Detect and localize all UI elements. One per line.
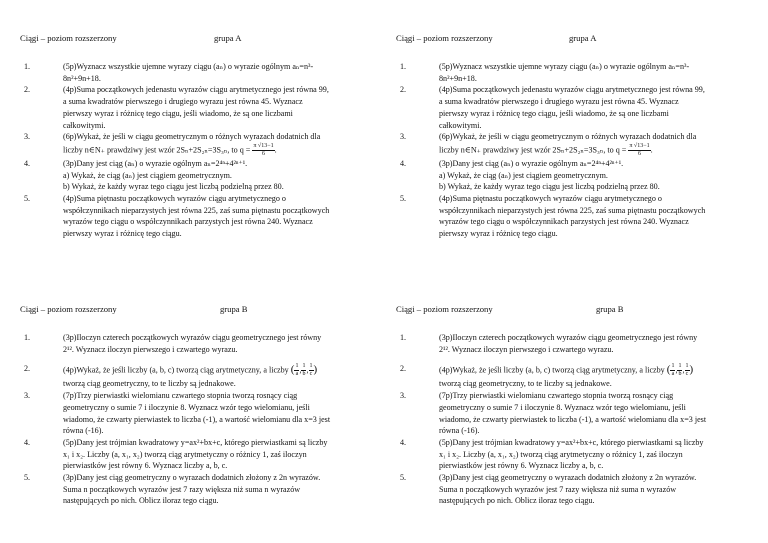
task-line: wiadomo, że czwarty pierwiastek to liczba (-1), a wartość wielomianu dla x=3 jest <box>63 414 331 424</box>
group-label: grupa A <box>569 33 597 43</box>
group-label: grupa B <box>596 304 624 314</box>
task-line: pierwszy wyraz i różnicę tego ciągu. <box>63 229 182 239</box>
group-label: grupa A <box>214 33 242 43</box>
task-line: współczynnikach nieparzystych jest równa 225, zaś suma piętnastu początkowych <box>439 205 706 215</box>
task-item <box>396 472 766 507</box>
task-line: a) Wykaż, że ciąg (aₙ) jest ciągiem geometrycznym. <box>439 170 608 180</box>
fraction-numerator: 1 <box>678 363 682 370</box>
task-line: (4p)Suma początkowych jedenastu wyrazów ciągu arytmetycznego jest równa 99, <box>63 85 329 95</box>
task-item <box>20 131 390 158</box>
task-line: (3p)Dany jest ciąg geometryczny o wyrazach dodatnich złożony z 2n wyrazów. <box>63 473 321 483</box>
ratio-fraction <box>252 143 274 158</box>
task-number: 2. <box>400 85 407 95</box>
formula-suffix: . <box>650 145 653 155</box>
task-number: 2. <box>24 85 31 95</box>
task-number: 1. <box>400 333 407 342</box>
fraction-numerator: 1 <box>302 363 306 370</box>
task-line: tworzą ciąg geometryczny, to te liczby są jednakowe. <box>63 379 236 389</box>
task-item <box>20 158 390 193</box>
task-line: równa (-16). <box>439 426 480 436</box>
task-formula-line <box>63 143 390 158</box>
comma: , <box>675 365 678 375</box>
task-formula-line <box>439 363 766 378</box>
task-line: (5p)Wyznacz wszystkie ujemne wyrazy ciągu (aₙ) o wyrazie ogólnym aₙ=n³- <box>63 62 314 71</box>
task-item <box>20 390 390 437</box>
open-paren: ( <box>666 364 671 377</box>
task-line: 2¹². Wyznacz iloczyn pierwszego i czwartego wyrazu. <box>63 344 238 354</box>
comma: , <box>306 365 309 375</box>
formula-prefix: (4p)Wykaż, że jeśli liczby (a, b, c) tworzą ciąg arytmetyczny, a liczby <box>439 365 665 375</box>
task-line: pierwszy wyraz i różnicę tego ciągu. <box>439 229 558 239</box>
task-number: 3. <box>24 132 31 142</box>
fraction-numerator: 1 <box>685 363 689 370</box>
task-number: 5. <box>400 194 407 204</box>
task-formula-line <box>439 143 766 158</box>
task-item <box>396 390 766 437</box>
task-item <box>396 131 766 158</box>
task-line: a) Wykaż, że ciąg (aₙ) jest ciągiem geometrycznym. <box>63 170 232 180</box>
formula-prefix: liczby n∈N₊ prawdziwy jest wzór 2Sₙ+2S₂ₙ=3S₃ₙ, to q = <box>439 145 627 155</box>
worksheet-quadrant <box>20 33 390 240</box>
task-line: współczynnikach nieparzystych jest równa 225, zaś suma piętnastu początkowych <box>63 205 330 215</box>
task-item <box>396 61 766 84</box>
task-line: Suma n początkowych wyrazów jest 7 razy większa niż suma n wyrazów <box>63 484 301 494</box>
task-line: (4p)Suma piętnastu początkowych wyrazów ciągu arytmetycznego o <box>439 194 662 204</box>
task-line: a suma kwadratów pierwszego i drugiego wyrazu jest równa 45. Wyznacz <box>63 97 303 107</box>
task-number: 2. <box>24 364 31 374</box>
ratio-fraction <box>628 143 650 158</box>
formula-suffix: . <box>274 145 277 155</box>
task-item <box>20 363 390 390</box>
task-line: całkowitymi. <box>63 120 106 130</box>
task-line: (6p)Wykaż, że jeśli w ciągu geometrycznym o różnych wyrazach dodatnich dla <box>439 132 697 142</box>
fraction-numerator: 1 <box>671 363 675 370</box>
task-item <box>20 332 390 355</box>
fraction-denominator: a <box>295 371 299 378</box>
task-line: geometryczny o sumie 7 i iloczynie 8. Wyznacz wzór tego wielomianu, jeśli <box>63 402 310 412</box>
worksheet-quadrant <box>396 304 766 507</box>
task-number: 1. <box>24 333 31 342</box>
task-line: 8n²+9n+18. <box>439 73 477 83</box>
comma: , <box>682 365 685 375</box>
task-line: 8n²+9n+18. <box>63 73 101 83</box>
task-line: (7p)Trzy pierwiastki wielomianu czwartego stopnia tworzą rosnący ciąg <box>63 391 298 401</box>
worksheet-header <box>20 304 390 318</box>
task-line: następujących po nich. Oblicz iloraz tego ciągu. <box>63 496 219 506</box>
task-item <box>396 193 766 240</box>
fraction-denominator: c <box>685 371 689 378</box>
task-line: (6p)Wykaż, że jeśli w ciągu geometrycznym o różnych wyrazach dodatnich dla <box>63 132 321 142</box>
task-item <box>396 332 766 355</box>
task-line: całkowitymi. <box>439 120 482 130</box>
task-number: 3. <box>400 132 407 142</box>
task-item <box>396 158 766 193</box>
task-item <box>396 363 766 390</box>
task-number: 3. <box>400 391 407 401</box>
worksheet-header <box>396 304 766 318</box>
task-line: a suma kwadratów pierwszego i drugiego wyrazu jest równa 45. Wyznacz <box>439 97 679 107</box>
task-line: tworzą ciąg geometryczny, to te liczby są jednakowe. <box>439 379 612 389</box>
task-number: 1. <box>400 62 407 71</box>
task-list <box>396 61 766 240</box>
worksheet-header <box>396 33 766 47</box>
task-list <box>396 332 766 507</box>
task-line: (3p)Dany jest ciąg geometryczny o wyrazach dodatnich złożony z 2n wyrazów. <box>439 473 697 483</box>
task-line: równa (-16). <box>63 426 104 436</box>
task-item <box>20 437 390 472</box>
task-line: (4p)Suma piętnastu początkowych wyrazów ciągu arytmetycznego o <box>63 194 286 204</box>
task-line: (5p)Wyznacz wszystkie ujemne wyrazy ciągu (aₙ) o wyrazie ogólnym aₙ=n³- <box>439 62 690 71</box>
task-number: 4. <box>400 437 407 447</box>
task-item <box>20 61 390 84</box>
task-number: 1. <box>24 62 31 71</box>
task-line: pierwszy wyraz i różnicę tego ciągu, jeśli wiadomo, że są one liczbami <box>63 108 293 118</box>
task-line: (3p)Iloczyn czterech początkowych wyrazów ciągu geometrycznego jest równy <box>439 333 698 342</box>
fraction-denominator: b <box>678 371 682 378</box>
subject-title: Ciągi – poziom rozszerzony <box>396 33 493 43</box>
task-number: 2. <box>400 364 407 374</box>
subject-title: Ciągi – poziom rozszerzony <box>20 33 117 43</box>
task-line: x₁ i x₂. Liczby (a, x₁, x₂) tworzą ciąg arytmetyczny o różnicy 1, zaś iloczyn <box>63 449 307 459</box>
task-line: (5p)Dany jest trójmian kwadratowy y=ax²+bx+c, którego pierwiastkami są liczby <box>439 437 704 447</box>
task-line: b) Wykaż, że każdy wyraz tego ciągu jest liczbą podzielną przez 80. <box>63 182 284 192</box>
fraction-numerator: π √13−1 <box>629 142 650 149</box>
task-line: (7p)Trzy pierwiastki wielomianu czwartego stopnia tworzą rosnący ciąg <box>439 391 674 401</box>
task-line: (5p)Dany jest trójmian kwadratowy y=ax²+bx+c, którego pierwiastkami są liczby <box>63 437 328 447</box>
task-line: pierwiastków jest równy 6. Wyznacz liczby a, b, c. <box>63 461 228 471</box>
task-number: 3. <box>24 391 31 401</box>
task-line: następujących po nich. Oblicz iloraz tego ciągu. <box>439 496 595 506</box>
fraction-denominator: 6 <box>262 150 265 157</box>
worksheet-quadrant <box>396 33 766 240</box>
task-line: pierwiastków jest równy 6. Wyznacz liczby a, b, c. <box>439 461 604 471</box>
fraction-numerator: 1 <box>295 363 299 370</box>
task-number: 5. <box>24 194 31 204</box>
task-line: geometryczny o sumie 7 i iloczynie 8. Wyznacz wzór tego wielomianu, jeśli <box>439 402 686 412</box>
task-line: 2¹². Wyznacz iloczyn pierwszego i czwartego wyrazu. <box>439 344 614 354</box>
task-line: Suma n początkowych wyrazów jest 7 razy większa niż suma n wyrazów <box>439 484 677 494</box>
task-line: (3p)Dany jest ciąg (aₙ) o wyrazie ogólnym aₙ=2⁴ⁿ+4²ⁿ⁺¹. <box>63 158 248 168</box>
task-line: (3p)Iloczyn czterech początkowych wyrazów ciągu geometrycznego jest równy <box>63 333 322 342</box>
task-number: 4. <box>24 158 31 168</box>
task-line: wyrazów tego ciągu o współczynnikach parzystych jest równa 240. Wyznacz <box>63 217 313 227</box>
close-paren: ) <box>313 364 318 377</box>
open-paren: ( <box>290 364 295 377</box>
task-number: 5. <box>400 473 407 483</box>
fraction-denominator: a <box>671 371 675 378</box>
task-item <box>20 193 390 240</box>
task-number: 4. <box>400 158 407 168</box>
task-line: (3p)Dany jest ciąg (aₙ) o wyrazie ogólnym aₙ=2⁴ⁿ+4²ⁿ⁺¹. <box>439 158 624 168</box>
task-line: wiadomo, że czwarty pierwiastek to liczba (-1), a wartość wielomianu dla x=3 jest <box>439 414 707 424</box>
subject-title: Ciągi – poziom rozszerzony <box>396 304 493 314</box>
task-number: 4. <box>24 437 31 447</box>
task-line: wyrazów tego ciągu o współczynnikach parzystych jest równa 240. Wyznacz <box>439 217 689 227</box>
subject-title: Ciągi – poziom rozszerzony <box>20 304 117 314</box>
fraction-denominator: 6 <box>638 150 641 157</box>
fraction-numerator: π √13−1 <box>253 142 274 149</box>
worksheet-header <box>20 33 390 47</box>
fraction-denominator: b <box>302 371 306 378</box>
task-line: x₁ i x₂. Liczby (a, x₁, x₂) tworzą ciąg arytmetyczny o różnicy 1, zaś iloczyn <box>439 449 683 459</box>
task-list <box>20 61 390 240</box>
fraction-denominator: c <box>309 371 313 378</box>
fraction-numerator: 1 <box>309 363 313 370</box>
task-list <box>20 332 390 507</box>
task-line: pierwszy wyraz i różnicę tego ciągu, jeśli wiadomo, że są one liczbami <box>439 108 669 118</box>
task-item <box>396 84 766 131</box>
group-label: grupa B <box>220 304 248 314</box>
task-number: 5. <box>24 473 31 483</box>
comma: , <box>299 365 302 375</box>
task-item <box>20 472 390 507</box>
formula-prefix: (4p)Wykaż, że jeśli liczby (a, b, c) tworzą ciąg arytmetyczny, a liczby <box>63 365 289 375</box>
task-line: (4p)Suma początkowych jedenastu wyrazów ciągu arytmetycznego jest równa 99, <box>439 85 705 95</box>
task-item <box>396 437 766 472</box>
formula-prefix: liczby n∈N₊ prawdziwy jest wzór 2Sₙ+2S₂ₙ=3S₃ₙ, to q = <box>63 145 251 155</box>
close-paren: ) <box>689 364 694 377</box>
worksheet-quadrant <box>20 304 390 507</box>
task-formula-line <box>63 363 390 378</box>
task-item <box>20 84 390 131</box>
task-line: b) Wykaż, że każdy wyraz tego ciągu jest liczbą podzielną przez 80. <box>439 182 660 192</box>
